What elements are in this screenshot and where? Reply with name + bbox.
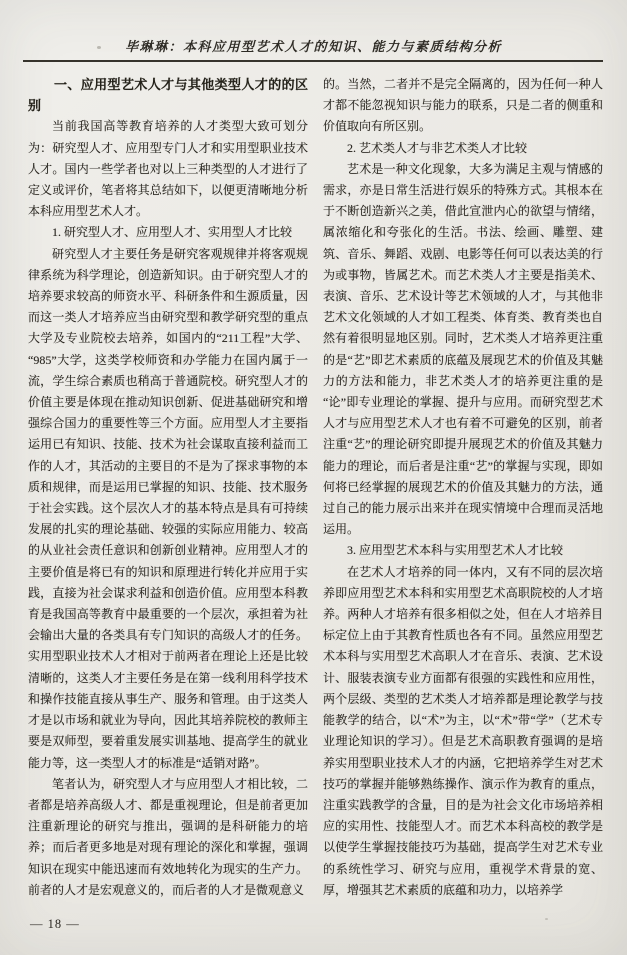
scan-speck	[597, 182, 600, 185]
header-rule	[23, 60, 603, 62]
running-header-title: 毕琳琳：本科应用型艺术人才的知识、能力与素质结构分析	[124, 39, 502, 54]
numbered-subheading: 2. 艺术类人才与非艺术类人才比较	[347, 140, 528, 155]
paragraph: 当前我国高等教育培养的人才类型大致可划分为：研究型人才、应用型专门人才和实用型职业技术人才。国内一些学者也对以上三种类型的人才进行了定义或评价，笔者将其总结如下，以便更清晰地分析本科应用型艺术人才。	[28, 119, 308, 219]
numbered-subheading: 1. 研究型人才、应用型人才、实用型人才比较	[52, 225, 293, 240]
page-number: — 18 —	[30, 917, 80, 931]
paragraph-continued: 的。当然，二者并不是完全隔离的，因为任何一种人才都不能忽视知识与能力的联系，只是二者的侧重和价值取向有所区别。	[323, 77, 603, 134]
paragraph: 笔者认为，研究型人才与应用型人才相比较，二者都是培养高级人才、都是重视理论，但是前者更加注重新理论的研究与推出，强调的是科研能力的培养；而后者更多地是对现有理论的深化和掌握，强调知识在现实中能迅速而有效地转化为现实的生产力。前者的人才是宏观意义的，而后者的人才是微观意义	[28, 776, 308, 897]
scan-speck	[545, 918, 548, 920]
text-column-left	[28, 74, 308, 901]
two-column-body	[28, 74, 603, 901]
text-column-right	[323, 74, 603, 901]
paragraph: 在艺术人才培养的同一体内，又有不同的层次培养即应用型艺术本科和实用型艺术高职院校的人才培养。两种人才培养有很多相似之处，但在人才培养目标定位上由于其教育性质也各有不同。虽然应用型艺术本科与实用型艺术高职人才在音乐、表演、艺术设计、服装表演专业方面都有很强的实践性和应用性，两个层级、类型的艺术类人才培养都是理论教学与技能教学的结合，以“术”为主，以“术”带“学”（艺术专业理论知识的学习）。但是艺术高职教育强调的是培养实用型职业技术人才的内涵，它把培养学生对艺术技巧的掌握并能够熟练操作、演示作为教育的重点，注重实践教学的含量，目的是为社会文化市场培养相应的实用性、技能型人才。而艺术本科高校的教学是以使学生掌握技能技巧为基础，提高学生对艺术专业的系统性学习、研究与应用，重视学术背景的宽、厚，增强其艺术素质的底蕴和功力，以培养学	[323, 564, 603, 897]
scan-speck	[97, 46, 101, 49]
paragraph: 研究型人才主要任务是研究客观规律并将客观规律系统为科学理论，创造新知识。由于研究型人才的培养要求较高的师资水平、科研条件和生源质量，因而这一类人才培养应当由研究型和教学研究型的重点大学及专业院校去培养，如国内的“211工程”大学、“985”大学，这类学校师资和办学能力在国内属于一流，学生综合素质也稍高于普通院校。研究型人才的价值主要是体现在推动知识创新、促进基础研究和增强综合国力的重要性等三个方面。应用型人才主要指运用已有知识、技能、技术为社会谋取直接利益而工作的人才，其活动的主要目的不是为了探求事物的本质和规律，而是运用已掌握的知识、技能、技术服务于社会实践。这个层次人才的基本特点是具有可持续发展的扎实的理论基础、较强的实际应用能力、较高的从业社会责任意识和创新创业精神。应用型人才的主要价值是将已有的知识和原理进行转化并应用于实践，直接为社会谋求利益和创造价值。应用型本科教育是我国高等教育中最重要的一个层次，承担着为社会输出大量的各类具有专门知识的高级人才的任务。实用型职业技术人才相对于前两者在理论上还是比较清晰的，这类人才主要任务是在第一线利用科学技术和操作技能直接从事生产、服务和管理。由于这类人才是以市场和就业为导向，因此其培养院校的教师主要是双师型，要着重发展实训基地、提高学生的就业能力等，这一类型人才的标准是“适销对路”。	[28, 246, 308, 770]
numbered-subheading: 3. 应用型艺术本科与实用型艺术人才比较	[347, 543, 564, 558]
running-header	[0, 36, 627, 56]
section-heading: 一、应用型艺术人才与其他类型人才的的区别	[28, 77, 308, 114]
paragraph: 艺术是一种文化现象，大多为满足主观与情感的需求，亦是日常生活进行娱乐的特殊方式。其根本在于不断创造新兴之美，借此宣泄内心的欲望与情绪，属浓缩化和夸张化的生活。书法、绘画、雕塑、建筑、音乐、舞蹈、戏剧、电影等任何可以表达美的行为或事物，皆属艺术。而艺术类人才主要是指美术、表演、音乐、艺术设计等艺术领域的人才，与其他非艺术文化领域的人才如工程类、体育类、教育类也自然有着很明显地区别。同时，艺术类人才培养更注重的是“艺”即艺术素质的底蕴及展现艺术的价值及其魅力的方法和能力，非艺术类人才的培养更注重的是“论”即专业理论的掌握、提升与应用。而研究型艺术人才与应用型艺术人才也有着不可避免的区别，前者注重“艺”的理论研究即提升展现艺术的价值及其魅力能力的理论，而后者是注重“艺”的掌握与实现，即如何将已经掌握的展现艺术的价值及其魅力的方法，通过自己的能力展示出来并在现实情境中合理而灵活地运用。	[323, 161, 603, 537]
scan-speck	[489, 892, 492, 894]
